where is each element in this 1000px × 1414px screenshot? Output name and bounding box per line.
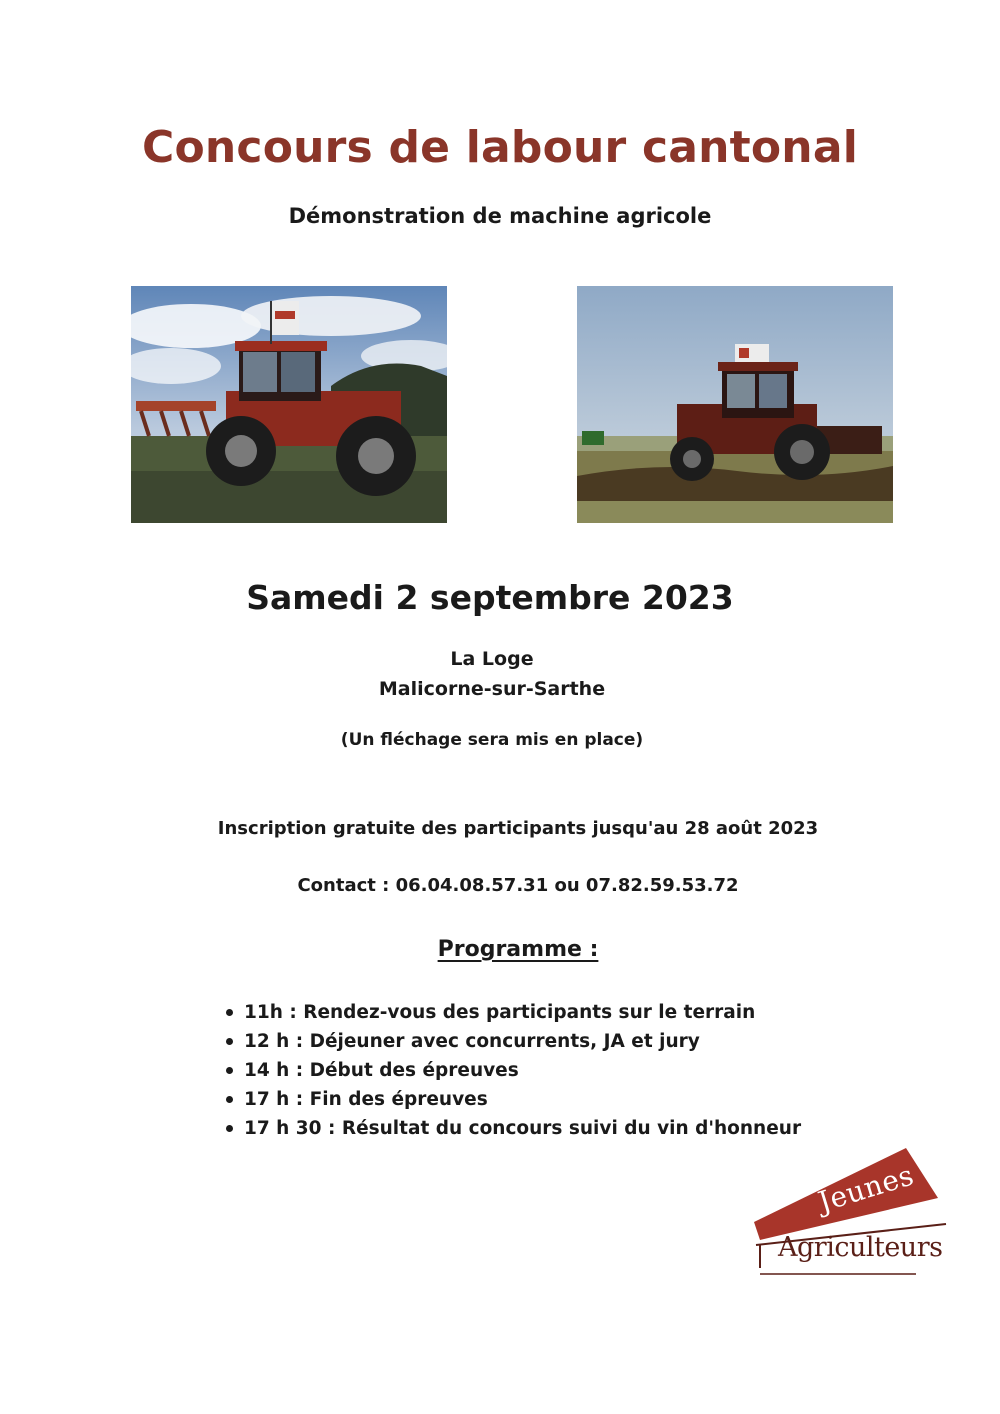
bullet-icon <box>226 1125 233 1132</box>
registration-info: Inscription gratuite des participants jusqu'au 28 août 2023 <box>217 818 819 839</box>
bullet-icon <box>226 1009 233 1016</box>
bullet-icon <box>226 1067 233 1074</box>
location-town: Malicorne-sur-Sarthe <box>378 678 606 700</box>
event-date: Samedi 2 septembre 2023 <box>246 578 734 617</box>
logo-line-agriculteurs: Agriculteurs <box>778 1232 943 1263</box>
programme-item: 14 h : Début des épreuves <box>226 1056 801 1085</box>
poster-title: Concours de labour cantonal <box>141 122 859 173</box>
bullet-icon <box>226 1038 233 1045</box>
jeunes-agriculteurs-logo <box>746 1140 956 1280</box>
programme-item: 11h : Rendez-vous des participants sur le terrain <box>226 998 801 1027</box>
programme-item: 12 h : Déjeuner avec concurrents, JA et jury <box>226 1027 801 1056</box>
contact-info: Contact : 06.04.08.57.31 ou 07.82.59.53.72 <box>297 875 739 896</box>
location-place: La Loge <box>450 648 534 670</box>
tractor-photo-left <box>131 286 447 523</box>
bullet-icon <box>226 1096 233 1103</box>
tractor-photo-right <box>577 286 893 523</box>
poster-subtitle: Démonstration de machine agricole <box>288 204 712 228</box>
signage-note: (Un fléchage sera mis en place) <box>340 730 644 750</box>
programme-item: 17 h : Fin des épreuves <box>226 1085 801 1114</box>
programme-item: 17 h 30 : Résultat du concours suivi du vin d'honneur <box>226 1114 801 1143</box>
logo-line-jeunes: Jeunes <box>814 1158 918 1219</box>
programme-title: Programme : <box>437 937 599 962</box>
programme-list <box>226 998 801 1143</box>
